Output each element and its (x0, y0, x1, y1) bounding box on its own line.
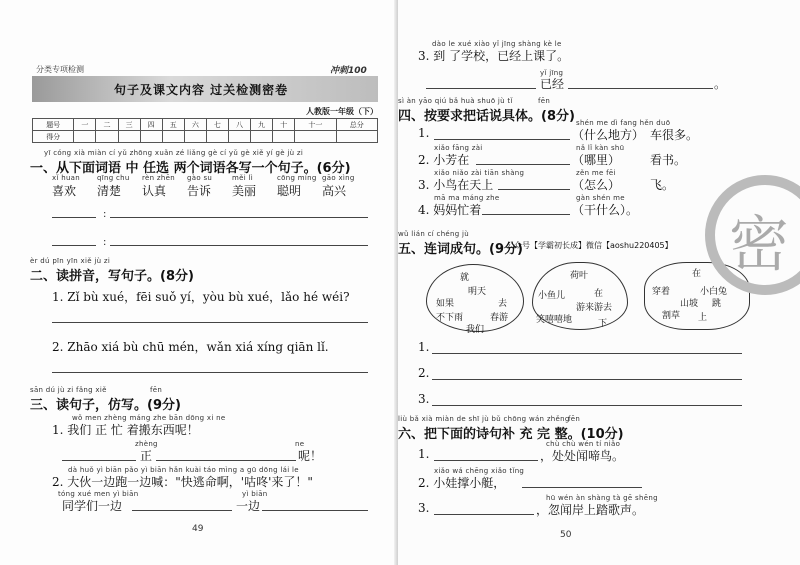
score-value-cell[interactable] (295, 131, 336, 143)
q3-s1-line-b[interactable] (156, 460, 296, 461)
q3-s1-pinyin: wǒ men zhèng máng zhe bān dōng xi ne (72, 414, 226, 422)
q4-item-end: 飞。 (650, 178, 675, 192)
q4-item-left-pinyin: mā ma máng zhe (434, 194, 500, 202)
bubble-word: 上 (698, 313, 708, 323)
score-header-cell: 六 (184, 119, 206, 131)
bubble-word: 就 (460, 273, 470, 283)
q4-answer-line[interactable] (498, 189, 570, 190)
bubble-word: 在 (594, 289, 604, 299)
q6-pinyin: liù bǎ xià miàn de shī jù bǔ chōng wán zhěng (398, 415, 570, 423)
q6-item-pinyin: chù chù wén tí niǎo (546, 440, 621, 448)
brand-logo: 冲刺100 (330, 66, 367, 76)
score-header-row (33, 119, 378, 131)
q3-s2-pinyin: dà huǒ yì biān pǎo yì biān hǎn kuài táo mìng a gū dōng lái le (68, 466, 299, 474)
edition-label: 人教版一年级（下） (306, 107, 378, 116)
q4-item-pinyin: gàn shén me (576, 194, 625, 202)
q2-line-1[interactable] (52, 322, 368, 323)
bubble-word: 割草 (662, 311, 681, 321)
bubble-word: 去 (498, 299, 508, 309)
bubble-word: 春游 (490, 313, 509, 323)
q3-s1: 1. 我们 正 忙 着搬东西呢！ (52, 423, 199, 437)
q4-fen-pinyin: fēn (538, 97, 551, 105)
q1-word-pinyin: rèn zhēn (142, 174, 175, 182)
q2-item-2: 2. Zhāo xiá bù chū mén，wǎn xiá xíng qiān lǐ. (52, 340, 329, 354)
score-header-cell: 三 (118, 119, 140, 131)
q3-3: 3. 到 了学校，已经上课了。 (418, 49, 570, 63)
q4-item-hint: （干什么）。 (572, 203, 639, 217)
q3-s3-pinyin: tóng xué men yì biān (58, 490, 139, 498)
q1-word-pinyin: gào su (187, 174, 213, 182)
q6-item-end: ，处处闻啼鸟。 (540, 449, 625, 463)
title-banner (32, 76, 378, 102)
bubble-word: 明天 (468, 287, 487, 297)
q3-s3-line-b[interactable] (262, 510, 368, 511)
q4-item-hint: （怎么） (572, 178, 621, 192)
q4-item-pinyin: nǎ lǐ kàn shū (576, 144, 625, 152)
q1-word-pinyin: qīng chu (97, 174, 130, 182)
q2-title: 二、读拼音，写句子。(8分) (30, 269, 194, 284)
q5-line-number: 3. (418, 392, 430, 406)
q4-item-hint: （什么地方） (572, 128, 645, 142)
category-badge: 分类专项检测 (36, 65, 84, 74)
score-value-cell[interactable] (162, 131, 184, 143)
q1-colon-1: : (103, 209, 107, 220)
q5-line-number: 1. (418, 340, 430, 354)
q4-item-pinyin: zěn me fēi (576, 169, 616, 177)
score-value-row (33, 131, 378, 143)
q2-line-2[interactable] (52, 372, 368, 373)
q5-pinyin: wǔ lián cí chéng jù (398, 230, 470, 238)
q1-colon-2: : (103, 237, 107, 248)
q1-title: 一、从下面词语 中 任选 两个词语各写一个句子。(6分) (30, 161, 351, 176)
q3-pinyin: sān dú jù zi fǎng xiě (30, 386, 107, 394)
score-header-cell: 十一 (295, 119, 336, 131)
score-table (32, 118, 378, 143)
q3-3-line-a[interactable] (426, 88, 536, 89)
q4-answer-line[interactable] (434, 139, 570, 140)
q4-answer-line[interactable] (476, 164, 570, 165)
q6-title: 六、把下面的诗句补 充 完 整。(10分) (398, 427, 624, 442)
score-header-cell: 五 (162, 119, 184, 131)
bubble-word: 游来游去 (576, 303, 613, 313)
q6-item-pinyin: hū wén àn shàng tà gē shēng (546, 494, 658, 502)
score-header-cell: 二 (96, 119, 118, 131)
bubble-word: 笑嘻嘻地 (536, 315, 573, 325)
q5-answer-line[interactable] (432, 379, 742, 380)
score-value-cell[interactable] (251, 131, 273, 143)
score-value-cell[interactable] (184, 131, 206, 143)
q1-word-pinyin: cōng míng (277, 174, 317, 182)
q6-item-start: 3. (418, 501, 430, 515)
q3-s2: 2. 大伙一边跑一边喊："快逃命啊，'咕咚'来了！" (52, 475, 313, 489)
q3-s3: 同学们一边 (62, 499, 123, 513)
bubble-word: 山坡 (680, 299, 699, 309)
bubble-word: 小鱼儿 (538, 291, 566, 301)
q4-item-pinyin: shén me dì fang hěn duō (576, 119, 671, 127)
score-value-cell[interactable] (206, 131, 228, 143)
q4-item-end: 看书。 (650, 153, 687, 167)
q3-s1-line-a[interactable] (62, 460, 136, 461)
q3-3-end: 。 (714, 77, 727, 91)
q1-word: 认真 (142, 184, 167, 198)
q4-answer-line[interactable] (482, 214, 570, 215)
secret-stamp: 密 (705, 175, 800, 295)
score-value-cell[interactable] (336, 131, 377, 143)
q4-item-left-pinyin: xiǎo niǎo zài tiān shàng (434, 169, 525, 177)
score-header-cell: 九 (251, 119, 273, 131)
q1-word-pinyin: gāo xìng (322, 174, 355, 182)
q6-answer-line[interactable] (434, 460, 538, 461)
q3-s1-ne-pinyin: ne (295, 440, 305, 448)
q3-3-pinyin: dào le xué xiào yǐ jīng shàng kè le (432, 40, 562, 48)
score-value-cell[interactable] (118, 131, 140, 143)
score-header-cell: 七 (206, 119, 228, 131)
q4-item-start: 3. 小鸟在天上 (418, 178, 494, 192)
q3-s3-pinyin-2: yì biān (242, 490, 268, 498)
q1-pinyin: yī cóng xià miàn cí yǔ zhōng xuǎn zé liǎng gè cí yǔ gè xiě yí gè jù zi (44, 149, 304, 157)
q1-line-1b[interactable] (110, 217, 368, 218)
score-value-cell[interactable] (273, 131, 295, 143)
bubble-word: 如果 (436, 299, 455, 309)
q1-word: 高兴 (322, 184, 347, 198)
q1-word-pinyin: xǐ huan (52, 174, 81, 182)
q2-item-1: 1. Zǐ bù xué，fēi suǒ yí，yòu bù xué，lǎo hé wéi? (52, 290, 350, 304)
watermark-text: 公众号【学霸初长成】微信【aoshu220405】 (506, 241, 673, 250)
q3-s1-fill-pinyin: zhèng (135, 440, 158, 448)
score-header-cell: 十 (273, 119, 295, 131)
q1-word: 聪明 (277, 184, 302, 198)
banner-title: 句子及课文内容 过关检测密卷 (114, 83, 289, 97)
q3-fen-pinyin: fēn (150, 386, 163, 394)
score-value-cell[interactable] (74, 131, 96, 143)
bubble-word: 在 (692, 269, 702, 279)
q6-item-end: ，忽闻岸上踏歌声。 (536, 503, 645, 517)
q1-word-pinyin: měi lì (232, 174, 253, 182)
q5-answer-line[interactable] (432, 405, 742, 406)
q1-word: 清楚 (97, 184, 122, 198)
q2-pinyin: èr dú pīn yīn xiě jù zi (30, 257, 111, 265)
page-number-right: 50 (560, 530, 572, 540)
bubble-word: 下 (598, 319, 608, 329)
q3-3-line-b[interactable] (568, 88, 713, 89)
q5-line-number: 2. (418, 366, 430, 380)
q6-answer-line[interactable] (434, 514, 534, 515)
q4-pinyin: sì àn yāo qiú bǎ huà shuō jù tǐ (398, 97, 513, 105)
q1-line-1a[interactable] (52, 217, 96, 218)
bubble-word: 荷叶 (570, 271, 589, 281)
q4-item-start: 4. 妈妈忙着 (418, 203, 482, 217)
q1-word: 美丽 (232, 184, 257, 198)
q1-line-2b[interactable] (110, 245, 368, 246)
q3-s3-line-a[interactable] (132, 510, 232, 511)
score-header-cell: 总分 (336, 119, 377, 131)
q3-s3b: 一边 (236, 499, 261, 513)
bubble-word: 我们 (466, 325, 485, 335)
q4-item-end: 车很多。 (650, 128, 699, 142)
bubble-word: 跳 (712, 299, 722, 309)
score-value-cell[interactable] (228, 131, 250, 143)
score-header-cell: 四 (140, 119, 162, 131)
q5-answer-line[interactable] (432, 353, 742, 354)
q1-word: 告诉 (187, 184, 212, 198)
q6-item-start: 2. 小娃撑小艇， (418, 476, 506, 490)
left-page (0, 0, 398, 565)
q6-answer-line[interactable] (522, 487, 642, 488)
bubble-word: 小白兔 (700, 287, 728, 297)
score-header-cell: 八 (228, 119, 250, 131)
q3-3-fill: 已经 (540, 77, 565, 91)
q4-item-start: 2. 小芳在 (418, 153, 470, 167)
q4-title: 四、按要求把话说具体。(8分) (398, 109, 575, 124)
q3-3-fill-pinyin: yǐ jīng (540, 69, 564, 77)
score-header-cell: 题号 (33, 119, 74, 131)
q1-line-2a[interactable] (52, 245, 96, 246)
q4-item-left-pinyin: xiǎo fāng zài (434, 144, 483, 152)
bubble-word: 不下雨 (436, 313, 464, 323)
q4-item-hint: （哪里） (572, 153, 621, 167)
score-header-cell: 一 (74, 119, 96, 131)
bubble-word: 穿着 (652, 287, 671, 297)
q3-title: 三、读句子，仿写。(9分) (30, 398, 181, 413)
score-value-cell[interactable] (96, 131, 118, 143)
q5-title: 五、连词成句。(9分) (398, 242, 523, 257)
page-number-left: 49 (192, 524, 204, 534)
q3-s1-fill-a: 正 (140, 449, 153, 463)
q4-item-start: 1. (418, 126, 430, 140)
score-row-label: 得分 (33, 131, 74, 143)
q1-word: 喜欢 (52, 184, 77, 198)
q6-item-start: 1. (418, 447, 430, 461)
q3-s1-fill-b: 呢！ (298, 449, 323, 463)
q6-fen-pinyin: fēn (568, 415, 581, 423)
q6-item-pinyin: xiǎo wá chēng xiǎo tǐng (434, 467, 525, 475)
score-value-cell[interactable] (140, 131, 162, 143)
